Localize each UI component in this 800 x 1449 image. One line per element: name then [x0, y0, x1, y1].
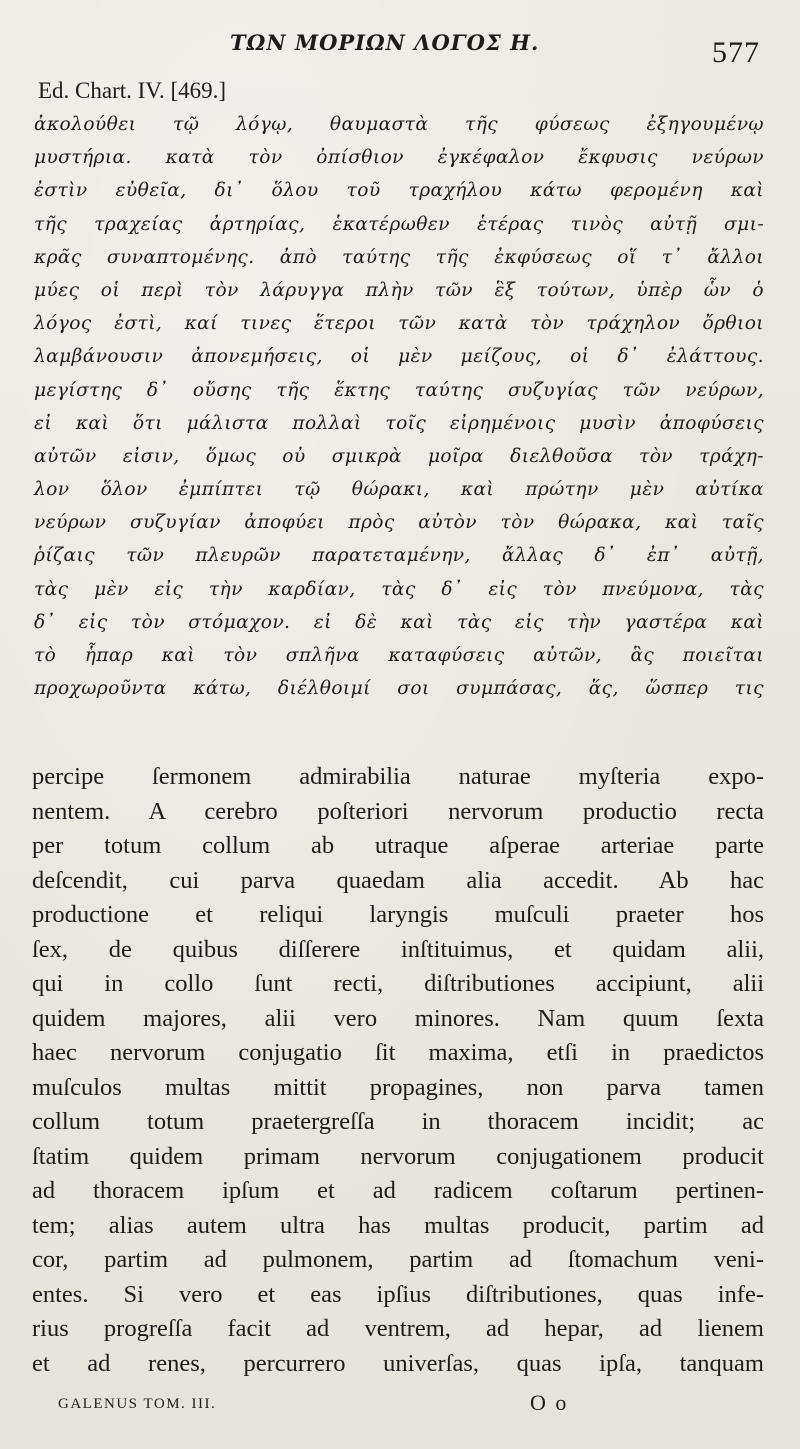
footer-signature: GALENUS TOM. III. — [58, 1396, 217, 1412]
latin-text-line: ſex, de quibus diſſerere inſtituimus, et quidam alii, — [32, 935, 764, 963]
latin-text-line: tem; alias autem ultra has multas producit, partim ad — [32, 1211, 764, 1239]
greek-text-line: δ᾽ εἰς τὸν στόμαχον. εἰ δὲ καὶ τὰς εἰς τὴν γαστέρα καὶ — [34, 611, 764, 633]
greek-text-block — [34, 108, 764, 705]
greek-text-line: ἐστὶν εὐθεῖα, δι᾽ ὅλου τοῦ τραχήλου κάτω φερομένη καὶ — [34, 180, 764, 202]
latin-text-line: per totum collum ab utraque aſperae arteriae parte — [32, 832, 764, 859]
greek-text-line: μύες οἱ περὶ τὸν λάρυγγα πλὴν τῶν ἓξ τούτων, ὑπὲρ ὧν ὁ — [34, 279, 764, 301]
greek-text-line: αὐτῶν εἰσιν, ὅμως οὐ σμικρὰ μοῖρα διελθοῦσα τὸν τράχη- — [34, 445, 764, 467]
latin-text-line: muſculos multas mittit propagines, non parva tamen — [32, 1073, 764, 1101]
latin-text-line: ſtatim quidem primam nervorum conjugationem producit — [32, 1142, 764, 1170]
latin-text-line: et ad renes, percurrero univerſas, quas ipſa, tanquam — [32, 1349, 764, 1377]
greek-text-line: μυστήρια. κατὰ τὸν ὀπίσθιον ἐγκέφαλον ἔκφυσις νεύρων — [34, 147, 764, 169]
latin-text-line: productione et reliqui laryngis muſculi praeter hos — [32, 901, 764, 928]
greek-text-line: νεύρων συζυγίαν ἀποφύει πρὸς αὐτὸν τὸν θώρακα, καὶ ταῖς — [34, 512, 764, 534]
greek-text-line: κρᾶς συναπτομένης. ἀπὸ ταύτης τῆς ἐκφύσεως οἵ τ᾽ ἄλλοι — [34, 246, 764, 268]
latin-text-line: entes. Si vero et eas ipſius diſtributiones, quas infe- — [32, 1280, 764, 1308]
greek-text-line: εἰ καὶ ὅτι μάλιστα πολλαὶ τοῖς εἰρημένοις μυσὶν ἀποφύσεις — [34, 412, 764, 434]
latin-text-line: deſcendit, cui parva quaedam alia accedit. Ab hac — [32, 866, 764, 894]
edition-reference: Ed. Chart. IV. [469.] — [38, 78, 227, 103]
greek-text-line: λον ὅλον ἐμπίπτει τῷ θώρακι, καὶ πρώτην μὲν αὐτίκα — [34, 479, 764, 501]
latin-text-line: quidem majores, alii vero minores. Nam quum ſexta — [32, 1004, 764, 1032]
greek-text-line: ἀκολούθει τῷ λόγῳ, θαυμαστὰ τῆς φύσεως ἐξηγουμένῳ — [34, 114, 764, 135]
latin-text-line: nentem. A cerebro poſteriori nervorum productio recta — [32, 797, 764, 825]
running-title: ΤΩΝ ΜΟΡΙΩΝ ΛΟΓΟΣ Η. — [230, 30, 540, 55]
greek-text-line: λόγος ἐστὶ, καί τινες ἕτεροι τῶν κατὰ τὸν τράχηλον ὄρθιοι — [34, 313, 764, 335]
latin-text-block — [32, 760, 764, 1381]
latin-text-line: percipe ſermonem admirabilia naturae myſteria expo- — [32, 763, 764, 790]
greek-text-line: τὰς μὲν εἰς τὴν καρδίαν, τὰς δ᾽ εἰς τὸν πνεύμονα, τὰς — [34, 578, 764, 600]
page-number: 577 — [712, 36, 760, 69]
latin-text-line: cor, partim ad pulmonem, partim ad ſtomachum veni- — [32, 1246, 764, 1273]
footer-signature-mark: O o — [530, 1390, 569, 1415]
greek-text-line: τὸ ἧπαρ καὶ τὸν σπλῆνα καταφύσεις αὐτῶν, ἃς ποιεῖται — [34, 645, 764, 666]
latin-text-line: collum totum praetergreſſa in thoracem incidit; ac — [32, 1108, 764, 1135]
greek-text-line: ῥίζαις τῶν πλευρῶν παρατεταμένην, ἄλλας δ᾽ ἐπ᾽ αὐτῇ, — [34, 545, 764, 567]
greek-text-line: μεγίστης δ᾽ οὔσης τῆς ἕκτης ταύτης συζυγίας τῶν νεύρων, — [34, 379, 764, 401]
greek-text-line: προχωροῦντα κάτω, διέλθοιμί σοι συμπάσας, ἅς, ὥσπερ τις — [34, 678, 764, 700]
latin-text-line: qui in collo ſunt recti, diſtributiones accipiunt, alii — [32, 970, 764, 997]
greek-text-line: λαμβάνουσιν ἀπονεμήσεις, οἱ μὲν μείζους, οἱ δ᾽ ἐλάττους. — [34, 346, 764, 368]
greek-text-line: τῆς τραχείας ἀρτηρίας, ἑκατέρωθεν ἑτέρας τινὸς αὐτῇ σμι- — [34, 213, 764, 235]
latin-text-line: ad thoracem ipſum et ad radicem coſtarum pertinen- — [32, 1177, 764, 1204]
latin-text-line: haec nervorum conjugatio ſit maxima, etſi in praedictos — [32, 1039, 764, 1066]
latin-text-line: rius progreſſa facit ad ventrem, ad hepar, ad lienem — [32, 1315, 764, 1342]
